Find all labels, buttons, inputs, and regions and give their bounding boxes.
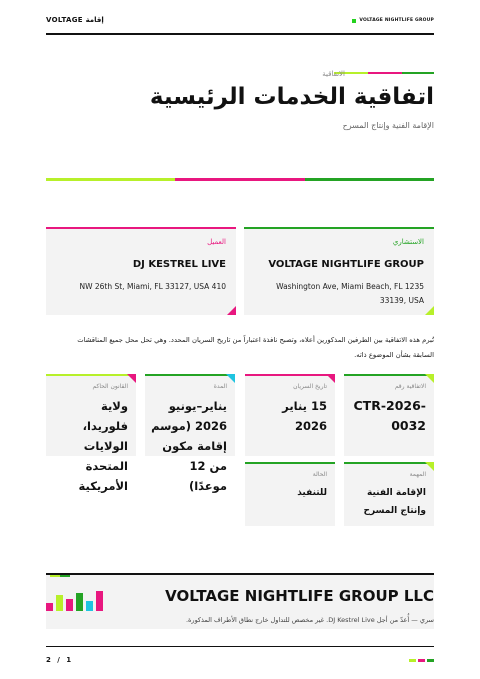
section-stripe — [46, 178, 434, 181]
meta-agreement-no — [344, 374, 434, 456]
corner-accent — [127, 374, 136, 383]
signature-block — [46, 573, 434, 629]
meta-value: الإقامة الفنية وإنتاج المسرح — [363, 488, 426, 516]
equalizer-icon — [46, 589, 110, 611]
company-name: VOLTAGE NIGHTLIFE GROUP LLC — [165, 587, 434, 605]
cell-topbar — [46, 374, 136, 376]
meta-label: المدة — [213, 383, 227, 390]
tiny-bar-green — [60, 575, 70, 577]
footer-bar-lime — [409, 659, 416, 662]
signature-rule — [46, 573, 434, 575]
footer-bar-pink — [418, 659, 425, 662]
status-text: VOLTAGE NIGHTLIFE GROUP — [359, 18, 434, 23]
consultant-label: الاستشاري — [392, 238, 424, 246]
brand-logo: VOLTAGE إقامة — [46, 16, 104, 24]
corner-accent — [425, 462, 434, 471]
status-dot-icon — [352, 19, 356, 23]
corner-accent — [425, 306, 434, 315]
client-name: DJ KESTREL LIVE — [132, 259, 226, 270]
stripe-pink — [175, 178, 304, 181]
stripe-lime — [46, 178, 175, 181]
tiny-bar-lime — [50, 575, 60, 577]
meta-value: CTR-2026-0032 — [353, 398, 426, 433]
meta-value: ولاية فلوريدا، الولايات المتحدة الأمريكية — [78, 399, 128, 493]
eyebrow-label: الاتفاقية — [322, 70, 345, 78]
meta-label: القانون الحاكم — [92, 383, 128, 390]
stripe-green — [305, 178, 434, 181]
client-address: NW 26th St, Miami, FL 33127, USA 410 — [79, 282, 226, 291]
meta-status — [245, 462, 335, 526]
meta-governing-law — [46, 374, 136, 493]
meta-label: الاتفاقية رقم — [394, 383, 426, 390]
meta-value: يناير–يونيو 2026 (موسم إقامة مكون من 12 موعدًا) — [151, 399, 227, 493]
footer-bar-green — [427, 659, 434, 662]
footer-bars — [409, 659, 434, 662]
meta-label: المهمة — [409, 471, 426, 478]
corner-accent — [226, 374, 235, 383]
intro-paragraph: تُبرم هذه الاتفاقية بين الطرفين المذكورين أعلاه، وتصبح نافذة اعتباراً من تاريخ السريان المحدد. وهي تحل محل جميع المناقشات السابقة بشأن الموضوع ذاته. — [77, 336, 434, 359]
consultant-name: VOLTAGE NIGHTLIFE GROUP — [268, 259, 424, 270]
consultant-card — [244, 227, 434, 315]
corner-accent — [326, 374, 335, 383]
status-label — [352, 18, 434, 23]
meta-effective-date — [245, 374, 335, 456]
card-topbar — [46, 227, 236, 229]
corner-accent — [227, 306, 236, 315]
meta-value: 15 يناير 2026 — [282, 399, 327, 433]
cell-topbar — [145, 374, 235, 376]
cell-topbar — [344, 462, 434, 464]
page-number: 2 / 1 — [46, 656, 74, 664]
meta-term — [145, 374, 235, 493]
client-card — [46, 227, 236, 315]
meta-label: تاريخ السريان — [293, 383, 327, 390]
cell-topbar — [344, 374, 434, 376]
page-subtitle: الإقامة الفنية وإنتاج المسرح — [342, 121, 434, 130]
confidential-note: سري — أُعدّ من أجل DJ Kestrel Live. غير مخصص للتداول خارج نطاق الأطراف المذكورة. — [185, 616, 434, 624]
consultant-address: Washington Ave, Miami Beach, FL 1235 33139, USA — [276, 282, 424, 305]
meta-mission — [344, 462, 434, 526]
footer-rule — [46, 646, 434, 647]
page-title: اتفاقية الخدمات الرئيسية — [149, 84, 434, 110]
meta-label: الحالة — [312, 471, 327, 478]
card-topbar — [244, 227, 434, 229]
cell-topbar — [245, 462, 335, 464]
eyebrow-bar-pink — [368, 72, 402, 74]
client-label: العميل — [207, 238, 226, 246]
eyebrow-bar-green — [402, 72, 434, 74]
corner-accent — [425, 374, 434, 383]
meta-value: للتنفيذ — [297, 488, 327, 498]
header-rule — [46, 33, 434, 35]
cell-topbar — [245, 374, 335, 376]
